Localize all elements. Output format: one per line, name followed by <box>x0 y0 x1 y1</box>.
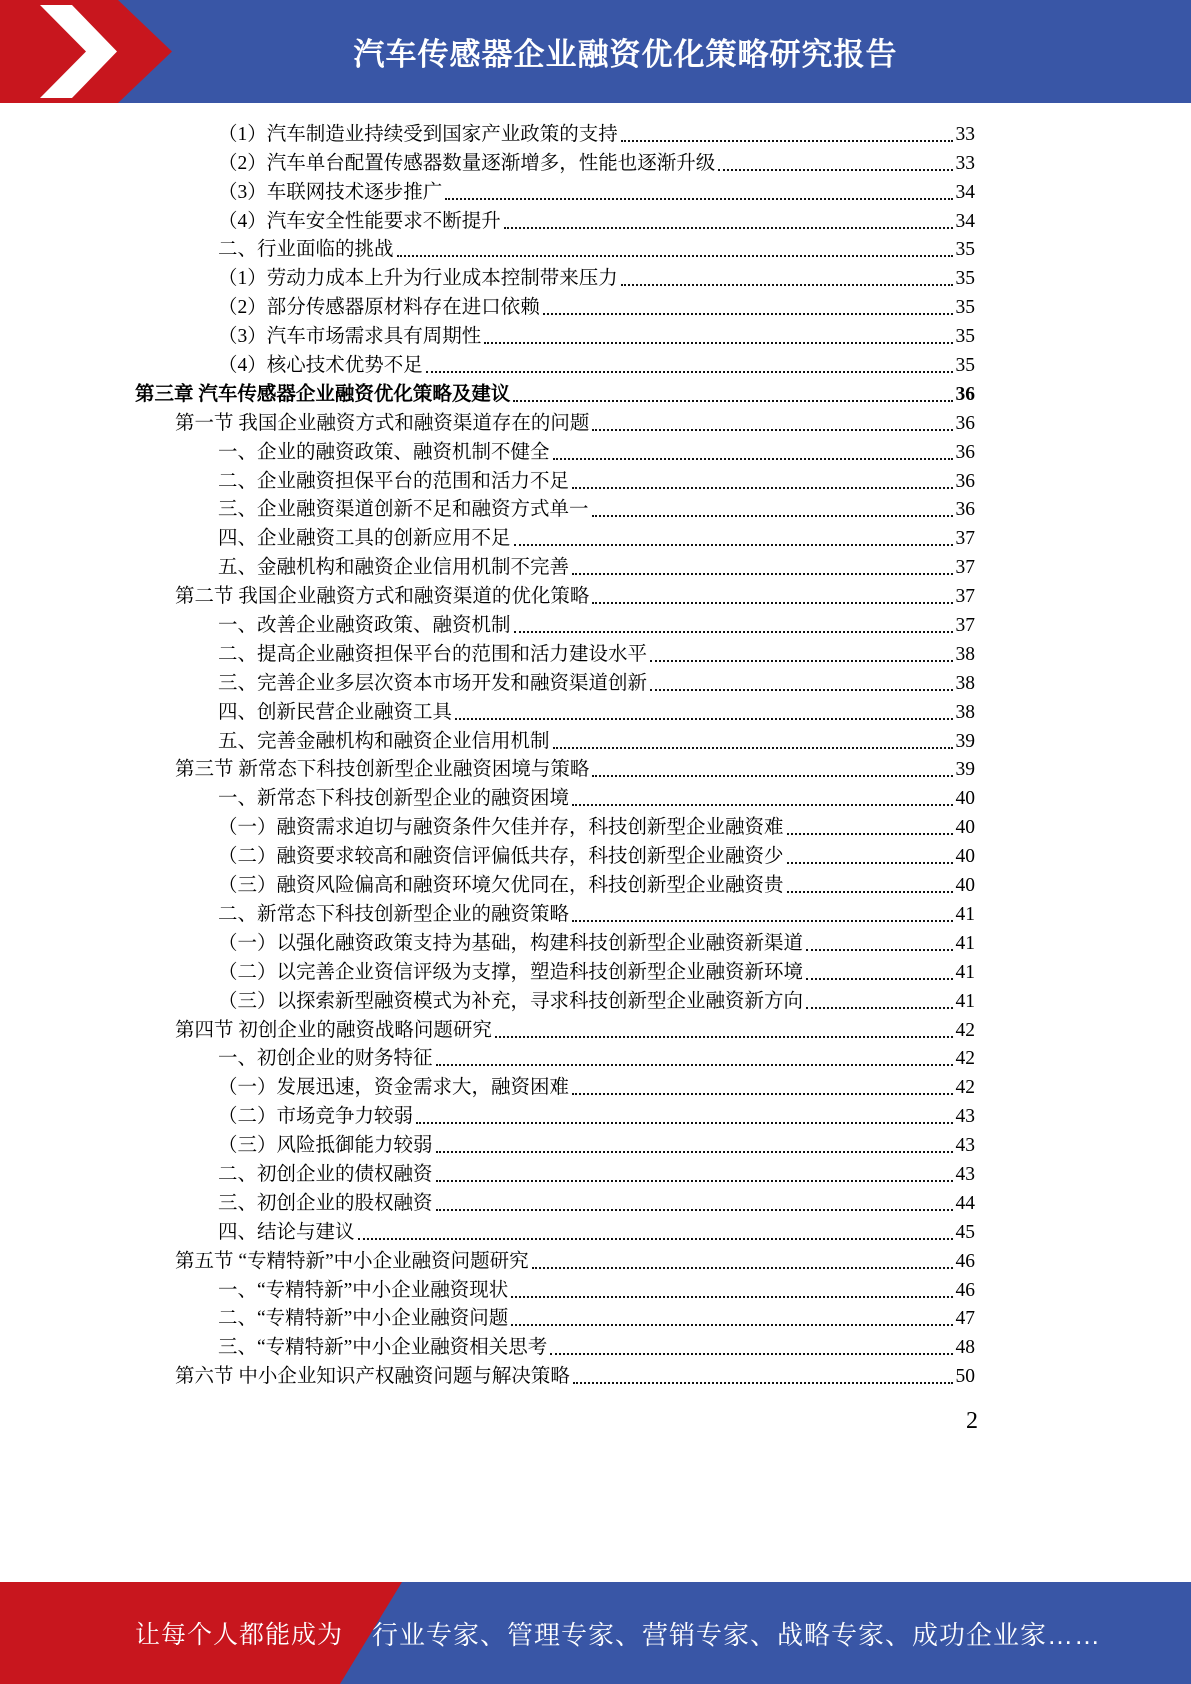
toc-entry-page: 43 <box>955 1135 975 1157</box>
toc-entry <box>135 726 975 755</box>
toc-entry-page: 42 <box>955 1019 975 1041</box>
toc-entry-page: 46 <box>955 1250 975 1272</box>
toc-leader-dots <box>621 284 953 286</box>
toc-entry-page: 35 <box>955 326 975 348</box>
toc-entry-page: 40 <box>955 817 975 839</box>
toc-entry <box>135 206 975 235</box>
toc-entry-page: 39 <box>955 759 975 781</box>
page-number: 2 <box>966 1408 978 1434</box>
toc-entry-label: 二、行业面临的挑战 <box>218 239 394 261</box>
toc-leader-dots <box>436 1151 953 1153</box>
toc-leader-dots <box>650 660 952 662</box>
toc-leader-dots <box>572 487 952 489</box>
toc-entry <box>135 350 975 379</box>
toc-entry-page: 43 <box>955 1106 975 1128</box>
toc-entry-label: 第五节 “专精特新”中小企业融资问题研究 <box>175 1250 529 1272</box>
toc-leader-dots <box>416 1122 952 1124</box>
toc-entry-label: 一、新常态下科技创新型企业的融资困境 <box>218 788 570 810</box>
toc-entry-page: 36 <box>955 383 975 405</box>
toc-entry <box>135 841 975 870</box>
toc-leader-dots <box>532 1267 953 1269</box>
toc-entry-page: 41 <box>955 961 975 983</box>
toc-entry-label: 三、企业融资渠道创新不足和融资方式单一 <box>218 499 589 521</box>
toc-entry-label: （3）车联网技术逐步推广 <box>218 181 443 203</box>
toc-entry-page: 37 <box>955 615 975 637</box>
toc-entry-label: （4）汽车安全性能要求不断提升 <box>218 210 501 232</box>
toc-entry-page: 33 <box>955 123 975 145</box>
toc-entry-label: 二、新常态下科技创新型企业的融资策略 <box>218 903 570 925</box>
toc-leader-dots <box>513 400 952 402</box>
toc-entry-label: 一、改善企业融资政策、融资机制 <box>218 615 511 637</box>
toc-entry-label: 第一节 我国企业融资方式和融资渠道存在的问题 <box>175 412 590 434</box>
toc-entry <box>135 523 975 552</box>
toc-entry <box>135 1188 975 1217</box>
toc-leader-dots <box>426 371 953 373</box>
toc-entry-label: （一）以强化融资政策支持为基础，构建科技创新型企业融资新渠道 <box>218 932 804 954</box>
toc-leader-dots <box>436 1180 953 1182</box>
toc-leader-dots <box>592 602 952 604</box>
toc-leader-dots <box>436 1064 953 1066</box>
toc-entry-page: 37 <box>955 586 975 608</box>
toc-entry-page: 46 <box>955 1279 975 1301</box>
toc-entry <box>135 1275 975 1304</box>
toc-entry <box>135 986 975 1015</box>
toc-entry-label: 四、结论与建议 <box>218 1221 355 1243</box>
toc-entry <box>135 928 975 957</box>
toc-entry-label: 四、创新民营企业融资工具 <box>218 701 453 723</box>
toc-leader-dots <box>572 920 952 922</box>
toc-entry-label: （1）劳动力成本上升为行业成本控制带来压力 <box>218 268 618 290</box>
toc-leader-dots <box>806 949 952 951</box>
toc-entry-page: 35 <box>955 239 975 261</box>
toc-entry-label: （一）发展迅速，资金需求大，融资困难 <box>218 1077 570 1099</box>
toc-entry <box>135 899 975 928</box>
toc-entry <box>135 148 975 177</box>
toc-entry-page: 38 <box>955 643 975 665</box>
toc-leader-dots <box>787 862 953 864</box>
toc-entry-page: 35 <box>955 297 975 319</box>
toc-leader-dots <box>806 1007 952 1009</box>
toc-entry <box>135 466 975 495</box>
toc-entry-label: （二）市场竞争力较弱 <box>218 1106 414 1128</box>
toc-entry-page: 34 <box>955 210 975 232</box>
toc-leader-dots <box>511 1296 952 1298</box>
toc-entry <box>135 552 975 581</box>
toc-leader-dots <box>455 718 952 720</box>
toc-leader-dots <box>787 891 953 893</box>
toc-entry-label: 二、初创企业的债权融资 <box>218 1163 433 1185</box>
toc-entry-label: （三）风险抵御能力较弱 <box>218 1135 433 1157</box>
toc-leader-dots <box>514 631 953 633</box>
toc-entry <box>135 292 975 321</box>
toc-entry-label: （三）融资风险偏高和融资环境欠优同在，科技创新型企业融资贵 <box>218 875 784 897</box>
toc-entry-page: 43 <box>955 1163 975 1185</box>
footer-slogan-right: 行业专家、管理专家、营销专家、战略专家、成功企业家…… <box>372 1619 1102 1650</box>
toc-entry-label: 一、企业的融资政策、融资机制不健全 <box>218 441 550 463</box>
toc-entry <box>135 263 975 292</box>
toc-entry-page: 48 <box>955 1337 975 1359</box>
toc-leader-dots <box>436 1209 953 1211</box>
toc-entry <box>135 1159 975 1188</box>
table-of-contents <box>135 119 975 1390</box>
toc-leader-dots <box>806 978 952 980</box>
toc-entry <box>135 957 975 986</box>
toc-leader-dots <box>511 1324 952 1326</box>
toc-entry-label: （1）汽车制造业持续受到国家产业政策的支持 <box>218 123 618 145</box>
toc-entry-page: 41 <box>955 903 975 925</box>
toc-leader-dots <box>592 429 952 431</box>
toc-leader-dots <box>553 747 953 749</box>
toc-entry-label: 三、初创企业的股权融资 <box>218 1192 433 1214</box>
toc-entry <box>135 321 975 350</box>
toc-entry <box>135 610 975 639</box>
toc-entry <box>135 697 975 726</box>
page-title: 汽车传感器企业融资优化策略研究报告 <box>353 37 898 72</box>
toc-entry <box>135 1332 975 1361</box>
toc-entry <box>135 1130 975 1159</box>
toc-entry <box>135 1015 975 1044</box>
toc-entry-page: 34 <box>955 181 975 203</box>
toc-leader-dots <box>445 198 952 200</box>
toc-leader-dots <box>592 775 952 777</box>
toc-entry <box>135 1072 975 1101</box>
toc-entry <box>135 1304 975 1333</box>
toc-entry-page: 36 <box>955 412 975 434</box>
toc-entry <box>135 119 975 148</box>
toc-entry-page: 33 <box>955 152 975 174</box>
toc-entry <box>135 812 975 841</box>
toc-entry-label: （2）部分传感器原材料存在进口依赖 <box>218 297 540 319</box>
toc-entry-label: 第六节 中小企业知识产权融资问题与解决策略 <box>175 1366 570 1388</box>
toc-leader-dots <box>504 227 953 229</box>
toc-entry <box>135 755 975 784</box>
toc-entry <box>135 437 975 466</box>
toc-entry <box>135 1217 975 1246</box>
toc-entry-page: 42 <box>955 1048 975 1070</box>
toc-entry-page: 40 <box>955 788 975 810</box>
toc-entry <box>135 235 975 264</box>
toc-entry <box>135 408 975 437</box>
toc-entry <box>135 783 975 812</box>
toc-entry-page: 37 <box>955 557 975 579</box>
toc-entry <box>135 495 975 524</box>
toc-entry-label: （3）汽车市场需求具有周期性 <box>218 326 482 348</box>
toc-entry <box>135 1361 975 1390</box>
toc-entry-page: 36 <box>955 470 975 492</box>
toc-entry <box>135 177 975 206</box>
toc-leader-dots <box>572 804 952 806</box>
footer-slogan-left: 让每个人都能成为 <box>135 1621 344 1649</box>
toc-entry-label: 一、初创企业的财务特征 <box>218 1048 433 1070</box>
toc-entry <box>135 639 975 668</box>
toc-entry-page: 47 <box>955 1308 975 1330</box>
toc-entry-page: 50 <box>955 1366 975 1388</box>
toc-leader-dots <box>572 1093 952 1095</box>
toc-entry-page: 38 <box>955 701 975 723</box>
toc-entry-page: 36 <box>955 441 975 463</box>
toc-entry-label: 三、完善企业多层次资本市场开发和融资渠道创新 <box>218 672 648 694</box>
toc-entry-label: 四、企业融资工具的创新应用不足 <box>218 528 511 550</box>
toc-entry-label: （4）核心技术优势不足 <box>218 355 423 377</box>
toc-entry-label: （三）以探索新型融资模式为补充，寻求科技创新型企业融资新方向 <box>218 990 804 1012</box>
toc-entry-label: （2）汽车单台配置传感器数量逐渐增多，性能也逐渐升级 <box>218 152 716 174</box>
toc-entry <box>135 1101 975 1130</box>
toc-leader-dots <box>718 169 952 171</box>
toc-leader-dots <box>592 515 953 517</box>
toc-entry-page: 38 <box>955 672 975 694</box>
toc-leader-dots <box>553 458 953 460</box>
toc-entry <box>135 1246 975 1275</box>
toc-entry-label: 第三节 新常态下科技创新型企业融资困境与策略 <box>175 759 590 781</box>
toc-entry-label: 三、“专精特新”中小企业融资相关思考 <box>218 1337 548 1359</box>
toc-entry-page: 37 <box>955 528 975 550</box>
toc-entry-label: 五、完善金融机构和融资企业信用机制 <box>218 730 550 752</box>
toc-entry-page: 40 <box>955 875 975 897</box>
toc-leader-dots <box>573 1382 953 1384</box>
toc-entry-label: （一）融资需求迫切与融资条件欠佳并存，科技创新型企业融资难 <box>218 817 784 839</box>
toc-entry <box>135 668 975 697</box>
toc-leader-dots <box>572 573 952 575</box>
toc-leader-dots <box>650 689 952 691</box>
toc-leader-dots <box>550 1353 952 1355</box>
toc-entry-page: 41 <box>955 932 975 954</box>
toc-leader-dots <box>514 544 953 546</box>
toc-entry-page: 36 <box>955 499 975 521</box>
toc-leader-dots <box>484 342 952 344</box>
toc-leader-dots <box>621 140 953 142</box>
toc-entry-page: 44 <box>955 1192 975 1214</box>
toc-entry-page: 35 <box>955 355 975 377</box>
toc-leader-dots <box>543 313 953 315</box>
toc-entry-page: 42 <box>955 1077 975 1099</box>
toc-entry-label: 第四节 初创企业的融资战略问题研究 <box>175 1019 492 1041</box>
toc-entry-label: 五、金融机构和融资企业信用机制不完善 <box>218 557 570 579</box>
toc-leader-dots <box>358 1238 953 1240</box>
toc-entry-label: 二、企业融资担保平台的范围和活力不足 <box>218 470 570 492</box>
toc-entry-label: 第三章 汽车传感器企业融资优化策略及建议 <box>135 383 511 405</box>
toc-entry-page: 45 <box>955 1221 975 1243</box>
toc-entry-page: 41 <box>955 990 975 1012</box>
toc-leader-dots <box>787 833 953 835</box>
toc-entry-page: 39 <box>955 730 975 752</box>
toc-entry-label: （二）以完善企业资信评级为支撑，塑造科技创新型企业融资新环境 <box>218 961 804 983</box>
toc-entry-label: 二、“专精特新”中小企业融资问题 <box>218 1308 509 1330</box>
toc-entry <box>135 379 975 408</box>
toc-leader-dots <box>495 1036 953 1038</box>
toc-entry-page: 35 <box>955 268 975 290</box>
report-header <box>0 0 1191 103</box>
toc-entry-label: 二、提高企业融资担保平台的范围和活力建设水平 <box>218 643 648 665</box>
toc-entry-label: 第二节 我国企业融资方式和融资渠道的优化策略 <box>175 586 590 608</box>
toc-leader-dots <box>397 255 953 257</box>
page-footer <box>0 1582 1191 1684</box>
toc-entry-page: 40 <box>955 846 975 868</box>
toc-entry <box>135 1044 975 1073</box>
toc-entry <box>135 581 975 610</box>
toc-entry-label: 一、“专精特新”中小企业融资现状 <box>218 1279 509 1301</box>
toc-entry <box>135 870 975 899</box>
toc-entry-label: （二）融资要求较高和融资信评偏低共存，科技创新型企业融资少 <box>218 846 784 868</box>
